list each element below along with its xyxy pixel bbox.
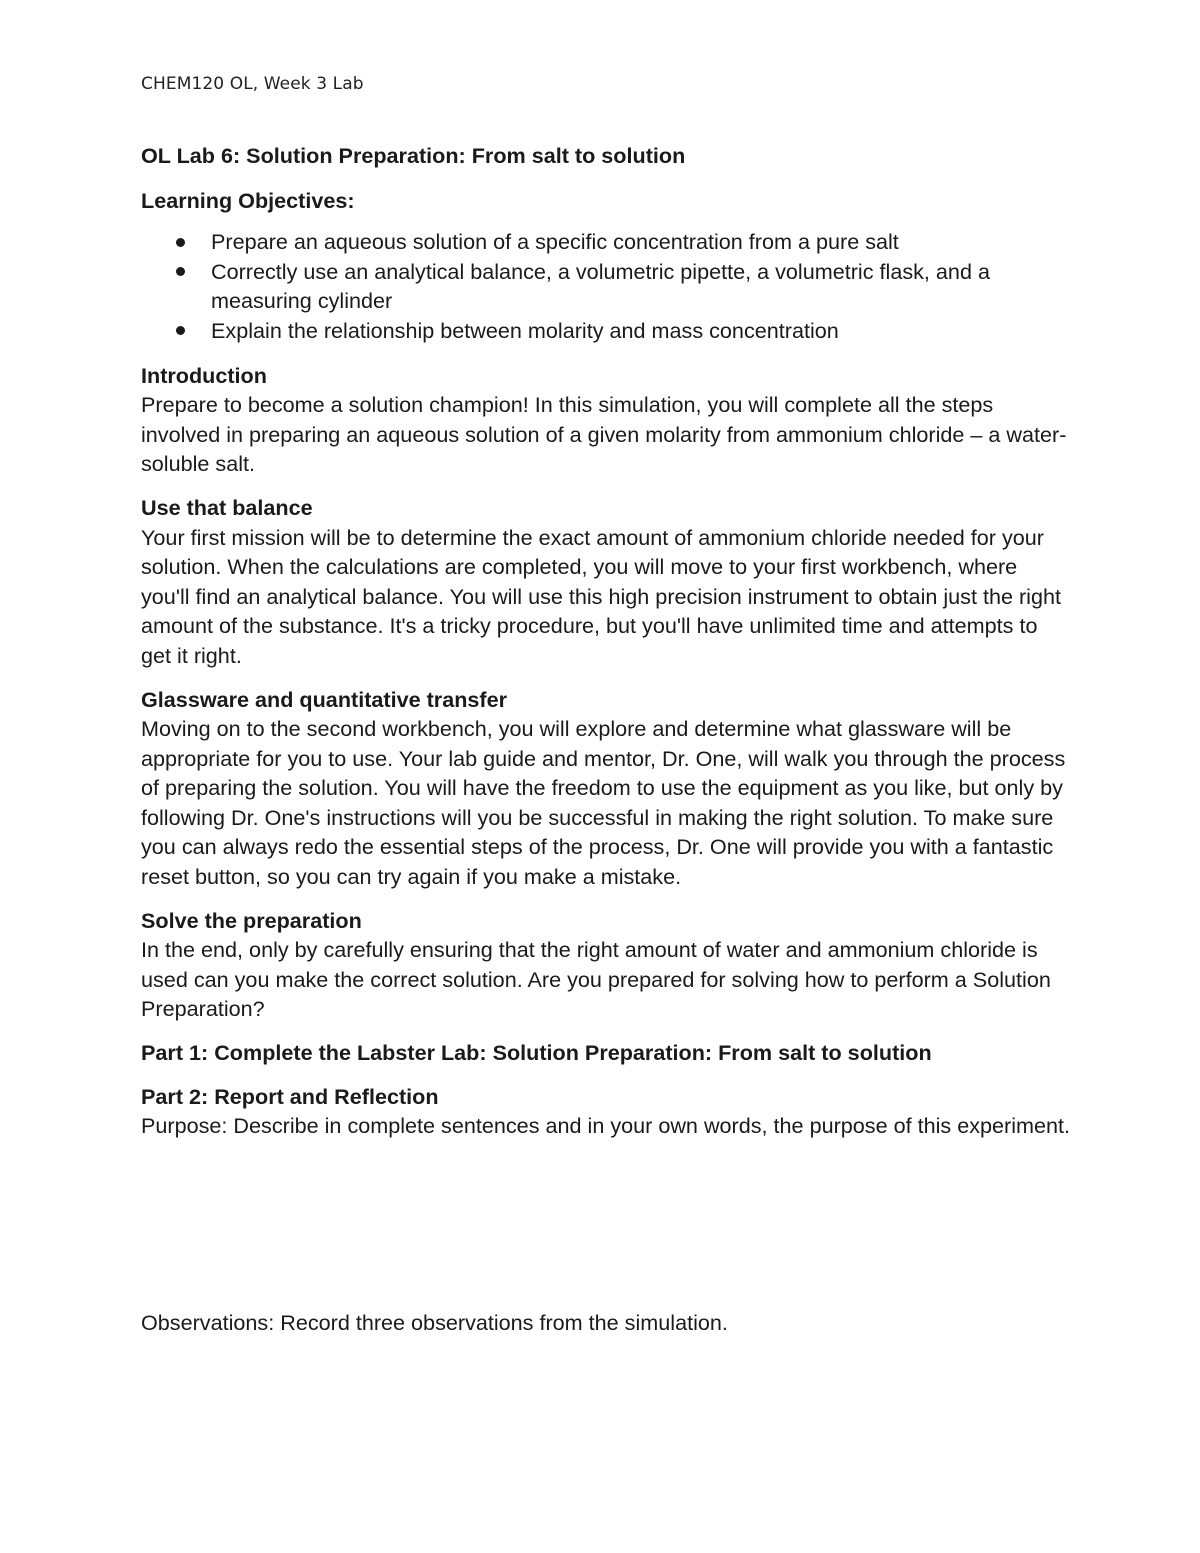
- part1-heading: Part 1: Complete the Labster Lab: Solution Preparation: From salt to solution: [141, 1040, 932, 1066]
- section-body: Moving on to the second workbench, you will explore and determine what glassware will be appropriate for you to use. Your lab guide and mentor, Dr. One, will walk you through the process of preparing the solution. You will have the freedom to use the equipment as you like, but only by following Dr. One's instructions will you be successful in making the right solution. To make sure you can always redo the essential steps of the process, Dr. One will provide you with a fantastic reset button, so you can try again if you make a mistake.: [141, 716, 1066, 890]
- objective-text: Explain the relationship between molarity and mass concentration: [211, 317, 839, 343]
- part2-heading: Part 2: Report and Reflection: [141, 1083, 439, 1109]
- objectives-heading: Learning Objectives:: [141, 187, 355, 213]
- objective-text: Correctly use an analytical balance, a volumetric pipette, a volumetric flask, and a measuring cylinder: [211, 258, 990, 314]
- section-report-reflection: [141, 1082, 1071, 1141]
- objective-item: [141, 227, 1071, 257]
- objective-item: [141, 257, 1071, 316]
- objectives-list: [141, 227, 1071, 345]
- section-heading: Introduction: [141, 362, 267, 388]
- section-heading: Solve the preparation: [141, 907, 362, 933]
- running-header: CHEM120 OL, Week 3 Lab: [141, 74, 364, 94]
- section-body: In the end, only by carefully ensuring that the right amount of water and ammonium chloride is used can you make the correct solution. Are you prepared for solving how to perform a Solution Preparation?: [141, 937, 1051, 1022]
- section-glassware: [141, 685, 1071, 892]
- lab-title: OL Lab 6: Solution Preparation: From salt to solution: [141, 143, 686, 168]
- objective-item: [141, 316, 1071, 346]
- section-body: Prepare to become a solution champion! In this simulation, you will complete all the steps involved in preparing an aqueous solution of a given molarity from ammonium chloride – a water-soluble salt.: [141, 392, 1067, 477]
- section-heading: Use that balance: [141, 494, 313, 520]
- purpose-prompt: Purpose: Describe in complete sentences and in your own words, the purpose of this experiment.: [141, 1113, 1071, 1139]
- section-introduction: [141, 361, 1071, 479]
- observations-prompt: Observations: Record three observations from the simulation.: [141, 1310, 728, 1335]
- section-use-that-balance: [141, 493, 1071, 671]
- bullet-icon: [176, 326, 185, 335]
- section-heading: Glassware and quantitative transfer: [141, 686, 508, 712]
- bullet-icon: [176, 238, 185, 247]
- document-body: [141, 141, 1071, 1155]
- bullet-icon: [176, 267, 185, 276]
- section-solve-preparation: [141, 906, 1071, 1024]
- section-body: Your first mission will be to determine the exact amount of ammonium chloride needed for your solution. When the calculations are completed, you will move to your first workbench, where you'll find an analytical balance. You will use this high precision instrument to obtain just the right amount of the substance. It's a tricky procedure, but you'll have unlimited time and attempts to get it right.: [141, 524, 1062, 668]
- objective-text: Prepare an aqueous solution of a specific concentration from a pure salt: [211, 229, 899, 255]
